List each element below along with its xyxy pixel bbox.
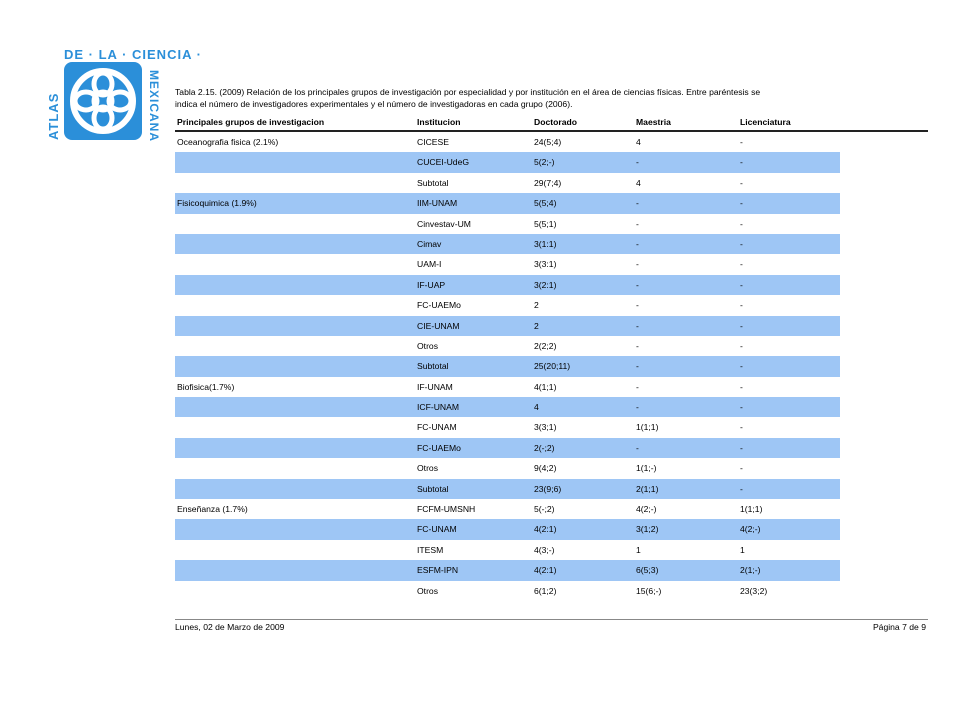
cell-grupo: Oceanografia fisica (2.1%) [177, 137, 279, 147]
cell-licenciatura: 23(3;2) [740, 585, 768, 596]
table-header [175, 115, 928, 132]
cell-licenciatura: 1(1;1) [740, 504, 763, 515]
cell-institucion: FC-UAEMo [417, 300, 461, 311]
cell-doctorado: 9(4;2) [534, 463, 557, 474]
cell-licenciatura: - [740, 198, 743, 209]
caption-line-1: Tabla 2.15. (2009) Relación de los principales grupos de investigación por especialidad y por institución en el área de ciencias físicas. Entre paréntesis se [175, 87, 761, 97]
cell-licenciatura: - [740, 320, 743, 331]
cell-institucion: CUCEI-UdeG [417, 157, 470, 168]
table-row [175, 581, 840, 601]
cell-institucion: FC-UNAM [417, 422, 457, 433]
cell-maestria: - [636, 198, 639, 209]
table-row [175, 417, 840, 437]
cell-doctorado: 4(2:1) [534, 524, 557, 535]
cell-institucion: FC-UNAM [417, 524, 457, 535]
cell-maestria: 15(6;-) [636, 585, 662, 596]
cell-licenciatura: - [740, 300, 743, 311]
cell-doctorado: 4 [534, 402, 539, 413]
table-row [175, 397, 840, 417]
cell-doctorado: 3(2:1) [534, 279, 557, 290]
cell-doctorado: 5(5;1) [534, 218, 557, 229]
cell-licenciatura: 2(1;-) [740, 565, 761, 576]
atlas-logo [42, 40, 202, 160]
footer-page-number: Página 7 de 9 [872, 622, 926, 632]
table-row [175, 275, 840, 295]
cell-doctorado: 2(2;2) [534, 340, 557, 351]
cell-licenciatura: - [740, 442, 743, 453]
cell-doctorado: 6(1;2) [534, 585, 557, 596]
cell-doctorado: 2(-;2) [534, 442, 555, 453]
cell-maestria: - [636, 300, 639, 311]
cell-doctorado: 5(5;4) [534, 198, 557, 209]
cell-doctorado: 29(7;4) [534, 177, 562, 188]
cell-licenciatura: - [740, 238, 743, 249]
cell-doctorado: 25(20;11) [534, 361, 571, 372]
table-row [175, 479, 840, 499]
cell-licenciatura: 4(2;-) [740, 524, 761, 535]
cell-maestria: - [636, 259, 639, 270]
cell-maestria: 4(2;-) [636, 504, 657, 515]
cell-institucion: ESFM-IPN [417, 565, 459, 576]
header-maestria: Maestria [636, 117, 671, 127]
cell-maestria: - [636, 381, 639, 392]
cell-maestria: 1 [636, 544, 641, 555]
table-row [175, 499, 840, 519]
cell-maestria: - [636, 218, 639, 229]
cell-maestria: - [636, 442, 639, 453]
cell-institucion: CIE-UNAM [417, 320, 460, 331]
cell-institucion: UAM-I [417, 259, 442, 270]
cell-institucion: IIM-UNAM [417, 198, 458, 209]
cell-licenciatura: - [740, 361, 743, 372]
cell-licenciatura: - [740, 483, 743, 494]
cell-maestria: - [636, 402, 639, 413]
cell-institucion: Otros [417, 340, 439, 351]
cell-licenciatura: - [740, 177, 743, 188]
table-caption [175, 86, 845, 110]
cell-doctorado: 5(-;2) [534, 504, 555, 515]
cell-institucion: Cinvestav-UM [417, 218, 471, 229]
cell-doctorado: 2 [534, 300, 539, 311]
table-row [175, 132, 840, 152]
table-row [175, 438, 840, 458]
table-row [175, 458, 840, 478]
footer-divider [175, 619, 928, 620]
cell-institucion: Subtotal [417, 177, 449, 188]
cell-institucion: Subtotal [417, 361, 449, 372]
svg-text:MEXICANA: MEXICANA [147, 70, 161, 143]
header-doctorado: Doctorado [534, 117, 577, 127]
cell-licenciatura: - [740, 259, 743, 270]
cell-institucion: FC-UAEMo [417, 442, 461, 453]
table-row [175, 316, 840, 336]
cell-licenciatura: 1 [740, 544, 745, 555]
cell-institucion: CICESE [417, 137, 449, 147]
cell-doctorado: 2 [534, 320, 539, 331]
cell-doctorado: 3(1:1) [534, 238, 557, 249]
cell-doctorado: 4(3;-) [534, 544, 555, 555]
cell-maestria: - [636, 340, 639, 351]
cell-licenciatura: - [740, 402, 743, 413]
cell-doctorado: 3(3;1) [534, 422, 557, 433]
header-institucion: Institucion [417, 117, 461, 127]
cell-maestria: 3(1;2) [636, 524, 659, 535]
cell-licenciatura: - [740, 340, 743, 351]
cell-maestria: - [636, 361, 639, 372]
cell-doctorado: 5(2;-) [534, 157, 555, 168]
cell-institucion: IF-UAP [417, 279, 446, 290]
table-row [175, 193, 840, 213]
cell-licenciatura: - [740, 463, 743, 474]
cell-institucion: Otros [417, 463, 439, 474]
table-row [175, 560, 840, 580]
cell-maestria: 4 [636, 137, 641, 147]
table-body [175, 132, 840, 601]
caption-line-2: indica el número de investigadores experimentales y el número de investigadoras en cada grupo (2006). [175, 99, 573, 109]
cell-doctorado: 24(5;4) [534, 137, 562, 147]
table-row [175, 377, 840, 397]
cell-doctorado: 3(3:1) [534, 259, 557, 270]
cell-doctorado: 4(2:1) [534, 565, 557, 576]
header-licenciatura: Licenciatura [740, 117, 791, 127]
svg-text:DE · LA · CIENCIA ·: DE · LA · CIENCIA · [64, 47, 202, 62]
table-row [175, 234, 840, 254]
table-row [175, 173, 840, 193]
cell-institucion: ITESM [417, 544, 444, 555]
cell-licenciatura: - [740, 381, 743, 392]
cell-doctorado: 23(9;6) [534, 483, 562, 494]
table-row [175, 152, 840, 172]
footer-date: Lunes, 02 de Marzo de 2009 [175, 622, 285, 632]
atlas-logo-icon [42, 40, 202, 160]
table-row [175, 540, 840, 560]
cell-licenciatura: - [740, 157, 743, 168]
cell-maestria: - [636, 279, 639, 290]
cell-grupo: Enseñanza (1.7%) [177, 504, 248, 515]
cell-maestria: - [636, 320, 639, 331]
table-row [175, 356, 840, 376]
table-row [175, 519, 840, 539]
cell-licenciatura: - [740, 218, 743, 229]
header-grupos: Principales grupos de investigacion [177, 117, 325, 127]
cell-institucion: FCFM-UMSNH [417, 504, 476, 515]
table-row [175, 295, 840, 315]
cell-maestria: 6(5;3) [636, 565, 659, 576]
table-row [175, 336, 840, 356]
cell-grupo: Fisicoquimica (1.9%) [177, 198, 257, 209]
cell-maestria: 1(1;-) [636, 463, 657, 474]
table-row [175, 254, 840, 274]
cell-maestria: 2(1;1) [636, 483, 659, 494]
cell-institucion: Cimav [417, 238, 442, 249]
cell-maestria: - [636, 238, 639, 249]
cell-maestria: - [636, 157, 639, 168]
cell-maestria: 1(1;1) [636, 422, 659, 433]
table-row [175, 214, 840, 234]
cell-maestria: 4 [636, 177, 641, 188]
cell-institucion: Subtotal [417, 483, 449, 494]
cell-doctorado: 4(1;1) [534, 381, 557, 392]
cell-institucion: IF-UNAM [417, 381, 453, 392]
cell-institucion: Otros [417, 585, 439, 596]
svg-text:ATLAS: ATLAS [46, 92, 61, 140]
cell-grupo: Biofisica(1.7%) [177, 381, 235, 392]
cell-licenciatura: - [740, 422, 743, 433]
cell-licenciatura: - [740, 137, 743, 147]
cell-licenciatura: - [740, 279, 743, 290]
cell-institucion: ICF-UNAM [417, 402, 460, 413]
